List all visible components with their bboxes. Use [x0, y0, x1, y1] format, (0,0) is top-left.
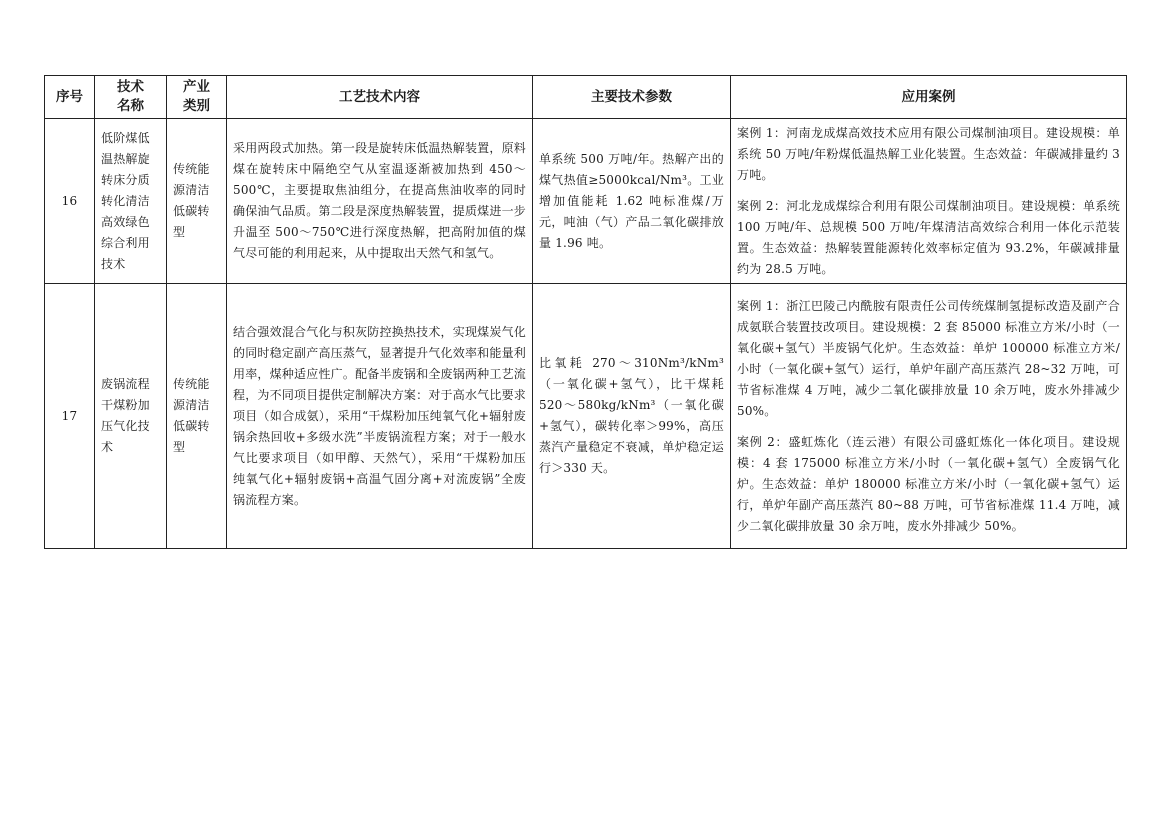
header-tech-name-line2: 名称 — [117, 98, 144, 114]
case-1: 案例 1：浙江巴陵己内酰胺有限责任公司传统煤制氢提标改造及副产合成氨联合装置技改项目。建设规模：2 套 85000 标准立方米/小时（一氧化碳+氢气）半废锅气化炉。生态效益：单炉 100000 标准立方米/小时（一氧化碳+氢气）运行，单炉年副产高压蒸汽 28~32 万吨，可节省标准煤 4 万吨，减少二氧化碳排放量 10 余万吨，废水外排减少 50%。 — [737, 298, 1120, 418]
application-cases — [731, 119, 1127, 284]
header-category-line2: 类别 — [183, 98, 210, 114]
header-process-content: 工艺技术内容 — [227, 76, 533, 119]
header-category-line1: 产业 — [183, 79, 210, 95]
header-application-cases: 应用案例 — [731, 76, 1127, 119]
table-row — [45, 119, 1127, 284]
main-params: 比氧耗 270～310Nm³/kNm³（一氧化碳+氢气），比干煤耗 520～580kg/kNm³（一氧化碳+氢气），碳转化率＞99%，高压蒸汽产量稳定不衰减，单炉稳定运行＞330 天。 — [533, 284, 731, 549]
row-index: 16 — [45, 119, 95, 284]
main-params: 单系统 500 万吨/年。热解产出的煤气热值≥5000kcal/Nm³。工业增加值能耗 1.62 吨标准煤/万元，吨油（气）产品二氧化碳排放量 1.96 吨。 — [533, 119, 731, 284]
header-tech-name-line1: 技术 — [117, 79, 144, 95]
header-main-params: 主要技术参数 — [533, 76, 731, 119]
tech-name: 废锅流程干煤粉加压气化技术 — [95, 284, 167, 549]
case-2: 案例 2：河北龙成煤综合利用有限公司煤制油项目。建设规模：单系统 100 万吨/年、总规模 500 万吨/年煤清洁高效综合利用一体化示范装置。生态效益：热解装置能源转化效率标定值为 93.2%，年碳减排量约为 28.5 万吨。 — [737, 198, 1120, 276]
process-content: 结合强效混合气化与积灰防控换热技术，实现煤炭气化的同时稳定副产高压蒸气，显著提升气化效率和能量利用率，煤种适应性广。配备半废锅和全废锅两种工艺流程，为不同项目提供定制解决方案：对于高水气比要求项目（如合成氨），采用“干煤粉加压纯氧气化+辐射废锅余热回收+多级水洗”半废锅流程方案；对于一般水气比要求项目（如甲醇、天然气），采用“干煤粉加压纯氧气化+辐射废锅+高温气固分离+对流废锅”全废锅流程方案。 — [227, 284, 533, 549]
tech-name: 低阶煤低温热解旋转床分质转化清洁高效绿色综合利用技术 — [95, 119, 167, 284]
industry-category: 传统能源清洁低碳转型 — [167, 119, 227, 284]
header-row — [45, 76, 1127, 119]
application-cases — [731, 284, 1127, 549]
table-row — [45, 284, 1127, 549]
header-industry-category — [167, 76, 227, 119]
header-index: 序号 — [45, 76, 95, 119]
row-index: 17 — [45, 284, 95, 549]
case-1: 案例 1：河南龙成煤高效技术应用有限公司煤制油项目。建设规模：单系统 50 万吨/年粉煤低温热解工业化装置。生态效益：年碳减排量约 3 万吨。 — [737, 125, 1120, 182]
process-content: 采用两段式加热。第一段是旋转床低温热解装置，原料煤在旋转床中隔绝空气从室温逐渐被加热到 450～500℃，主要提取焦油组分，在提高焦油收率的同时确保油气品质。第二段是深度热解装置，提质煤进一步升温至 500～750℃进行深度热解，把高附加值的煤气尽可能的利用起来，从中提取出天然气和氢气。 — [227, 119, 533, 284]
technology-catalog-table — [44, 75, 1127, 549]
header-tech-name — [95, 76, 167, 119]
industry-category: 传统能源清洁低碳转型 — [167, 284, 227, 549]
case-2: 案例 2：盛虹炼化（连云港）有限公司盛虹炼化一体化项目。建设规模：4 套 175000 标准立方米/小时（一氧化碳+氢气）全废锅气化炉。生态效益：单炉 180000 标准立方米/小时（一氧化碳+氢气）运行，单炉年副产高压蒸汽 80~88 万吨，可节省标准煤 11.4 万吨，减少二氧化碳排放量 30 余万吨，废水外排减少 50%。 — [737, 434, 1120, 533]
table-header — [45, 76, 1127, 119]
